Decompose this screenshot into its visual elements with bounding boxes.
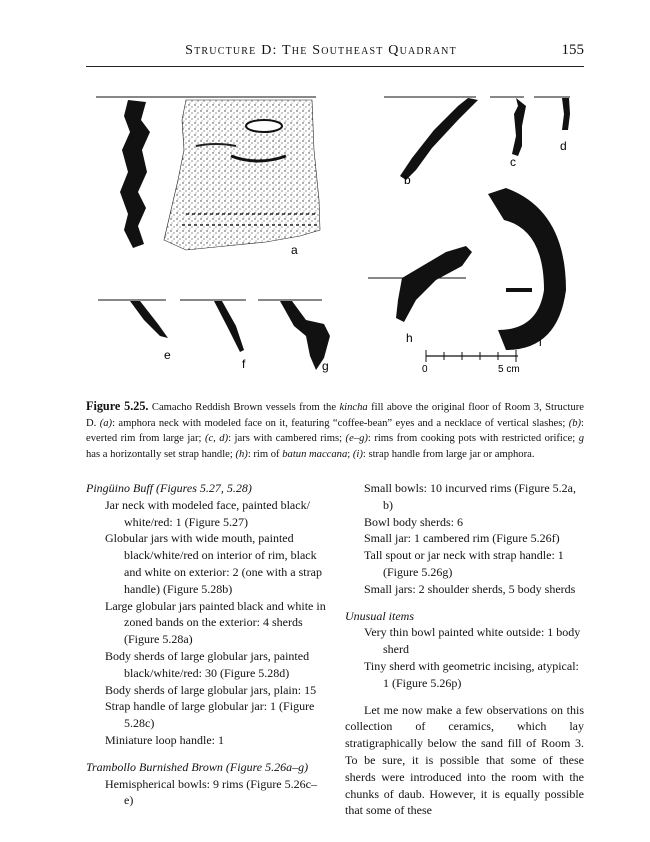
caption-text: : amphora neck with modeled face on it, featuring “coffee-bean” eyes and a necklace of vertical slashes; [112,417,569,429]
caption-part-ref: g [578,433,584,445]
label-b: b [404,173,411,187]
scale-zero: 0 [422,364,428,375]
list-item: Very thin bowl painted white outside: 1 body sherd [364,625,581,657]
sherd-b [384,97,478,187]
sherd-a [96,97,320,257]
caption-part-ref: (i) [352,448,363,460]
list-item: Body sherds of large globular jars, painted black/white/red: 30 (Figure 5.28d) [105,648,310,680]
sherd-g [258,300,330,373]
caption-term: kincha [339,402,368,413]
caption-text: fill above the original floor of Room 3, Structure D. [86,402,584,429]
sherd-i [488,188,566,350]
list-item: Small jars: 2 shoulder sherds, 5 body sherds [364,581,576,596]
label-e: e [164,348,171,362]
list-item: Tall spout or jar neck with strap handle: 1 (Figure 5.26g) [364,548,564,579]
caption-text: Camacho Reddish Brown vessels from the [148,402,340,413]
label-h: h [406,331,413,345]
caption-part-ref: (a) [99,417,113,429]
list-item: Strap handle of large globular jar: 1 (Figure 5.28c) [105,699,315,731]
section-heading-unusual: Unusual items [345,608,414,623]
sherd-d [534,97,570,153]
section-heading-trambollo: Trambollo Burnished Brown (Figure 5.26a–g) [86,759,309,774]
list-item: Globular jars with wide mouth, painted black/white/red on interior of rim, black and white on exterior: 2 (one with a strap handle) (Figure 5.28b) [105,531,322,596]
figure-caption [86,399,584,462]
label-a: a [291,243,298,257]
list-item: Hemispherical bowls: 9 rims (Figure 5.26c–e) [105,776,317,808]
section-heading-pinguino: Pingüino Buff (Figures 5.27, 5.28) [86,481,252,495]
caption-text: has a horizontally set strap handle; [86,448,236,460]
running-header [86,40,584,67]
sherd-e [98,300,171,362]
running-title: Structure D: The Southeast Quadrant [185,43,457,58]
figure-label: Figure 5.25. [86,399,149,413]
body-paragraph: Let me now make a few observations on this collection of ceramics, which lay stratigraphically below the sand fill of Room 3. To be sure, it is possible that some of these sherds were introduced into the room with the chunks of daub. However, it is equally possible that some of these [345,702,584,818]
caption-text: : rim of [247,448,283,460]
caption-text: : jars with cambered rims; [228,433,346,445]
label-i: i [539,335,542,349]
caption-text: : rims from cooking pots with restricted orifice; [367,433,579,445]
caption-part-ref: (c, d) [204,433,229,445]
sherd-c [490,97,526,169]
page-number: 155 [561,42,584,58]
label-d: d [560,139,567,153]
list-item: Bowl body sherds: 6 [364,514,463,529]
list-item: Large globular jars painted black and white in zoned bands on the exterior: 4 sherds (Figure 5.28a) [105,598,326,647]
caption-text: ; [347,448,353,460]
list-item: Tiny sherd with geometric incising, atypical: 1 (Figure 5.26p) [364,658,579,690]
right-column [345,480,584,819]
label-c: c [510,155,516,169]
list-item: Small jar: 1 cambered rim (Figure 5.26f) [364,531,560,546]
scale-bar [422,350,520,375]
list-item: Miniature loop handle: 1 [105,732,224,747]
list-item: Small bowls: 10 incurved rims (Figure 5.2a, b) [364,481,576,512]
caption-text: : everted rim from large jar; [86,417,584,445]
caption-text: : strap handle from large jar or amphora. [362,448,535,460]
caption-term: batun maccana [282,448,348,460]
list-item: Jar neck with modeled face, painted black/ white/red: 1 (Figure 5.27) [105,497,310,529]
sherd-f [180,300,246,371]
caption-part-ref: (b) [568,417,582,429]
caption-part-ref: (h) [235,448,248,460]
figure-5-25-drawings [86,80,584,380]
label-g: g [322,359,329,373]
caption-part-ref: (e–g) [345,433,368,445]
sherd-h [368,246,472,345]
scale-end: 5 cm [498,364,520,375]
label-f: f [242,357,246,371]
list-item: Body sherds of large globular jars, plain: 15 [105,682,317,697]
left-column [86,480,326,809]
